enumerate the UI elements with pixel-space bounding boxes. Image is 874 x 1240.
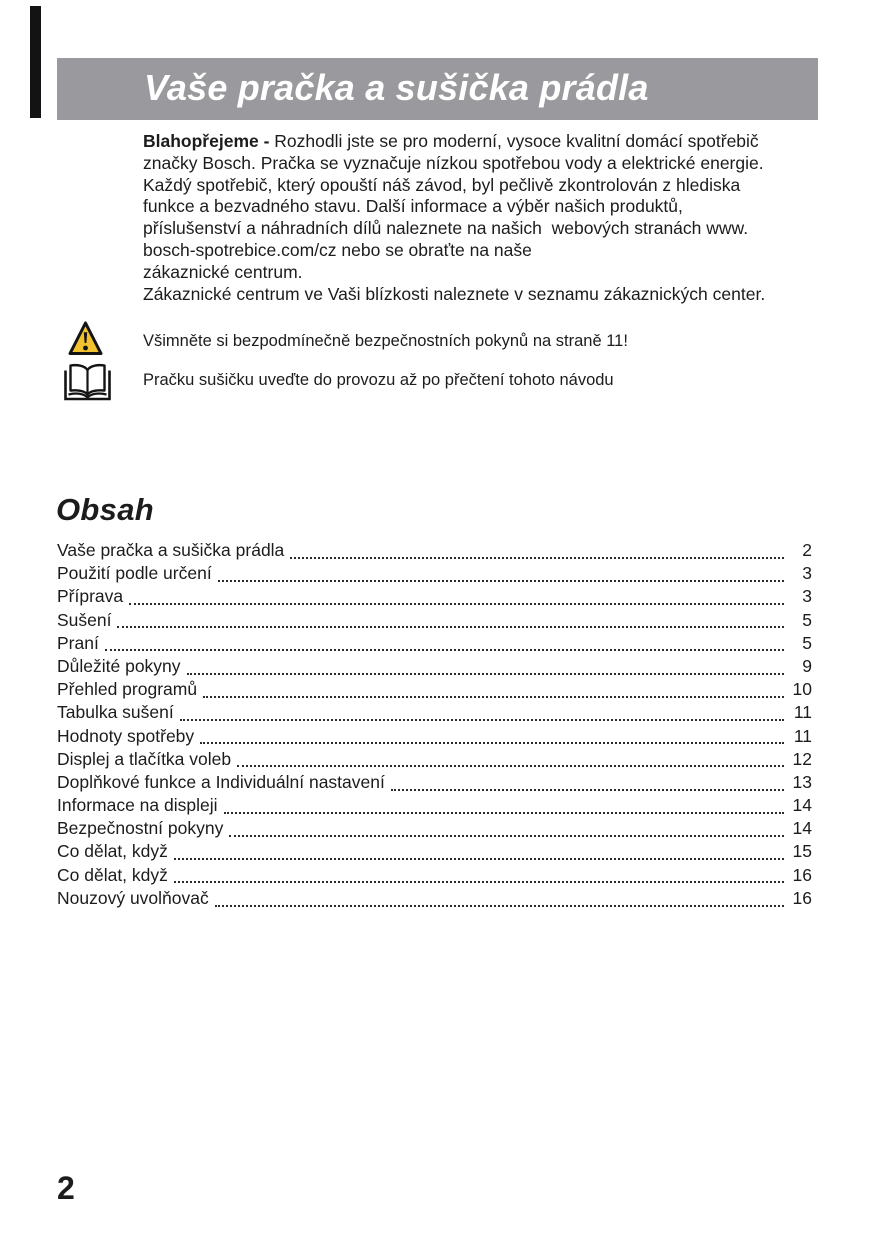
toc-entry-page: 2	[802, 540, 812, 560]
toc-entry-page: 14	[792, 818, 812, 839]
warning-triangle-icon	[68, 320, 103, 362]
toc-entry-page: 5	[802, 609, 812, 630]
toc-entry-label: Důležité pokyny	[57, 655, 181, 676]
toc-leader-dots	[105, 649, 784, 651]
toc-heading: Obsah	[56, 492, 154, 527]
title-banner	[57, 58, 818, 120]
toc-entry-page: 15	[792, 841, 812, 862]
toc-entry-label: Vaše pračka a sušička prádla	[57, 540, 285, 560]
toc-leader-dots	[290, 557, 784, 559]
toc-leader-dots	[237, 765, 784, 767]
toc-entry	[57, 888, 812, 911]
toc-entry	[57, 679, 812, 702]
toc-entry-page: 3	[802, 586, 812, 607]
intro-line: bosch-spotrebice.com/cz nebo se obraťte na naše	[143, 239, 532, 260]
toc-leader-dots	[180, 719, 784, 721]
intro-line: příslušenství a náhradních dílů naleznete na našich webových stranách www.	[143, 218, 749, 239]
toc-entry-page: 11	[793, 702, 812, 723]
toc-leader-dots	[200, 742, 784, 744]
toc-entry-page: 16	[792, 887, 812, 908]
toc-entry-page: 14	[792, 795, 812, 816]
toc-entry-label: Co dělat, když	[57, 864, 168, 885]
toc-entry	[57, 563, 812, 586]
toc-entry	[57, 818, 812, 841]
toc-leader-dots	[117, 626, 784, 628]
toc-entry-page: 9	[802, 655, 812, 676]
toc-entry-page: 12	[792, 748, 812, 769]
toc-entry-page: 10	[792, 679, 812, 700]
toc-entry	[57, 540, 812, 563]
toc-entry-label: Hodnoty spotřeby	[57, 725, 195, 746]
toc-leader-dots	[174, 858, 784, 860]
intro-line: Zákaznické centrum ve Vaši blízkosti naleznete v seznamu zákaznických center.	[143, 283, 766, 304]
toc-leader-dots	[229, 835, 784, 837]
scan-artifact-bar	[30, 6, 41, 118]
page-title: Vaše pračka a sušička prádla	[144, 67, 649, 108]
toc-leader-dots	[391, 789, 784, 791]
toc-entry-label: Použití podle určení	[57, 563, 212, 584]
toc-leader-dots	[218, 580, 784, 582]
toc-entry	[57, 772, 812, 795]
toc-entry-page: 13	[792, 771, 812, 792]
toc-leader-dots	[224, 812, 785, 814]
toc-entry-page: 5	[802, 632, 812, 653]
toc-entry	[57, 702, 812, 725]
safety-notice-text: Všimněte si bezpodmínečně bezpečnostních pokynů na straně 11!	[143, 332, 628, 350]
toc-entry-page: 16	[792, 864, 812, 885]
toc-entry-label: Informace na displeji	[57, 795, 218, 816]
toc-entry-label: Doplňkové funkce a Individuální nastavení	[57, 771, 385, 792]
intro-line: zákaznické centrum.	[143, 261, 303, 282]
toc-entry	[57, 610, 812, 633]
toc-entry	[57, 749, 812, 772]
toc-leader-dots	[215, 905, 784, 907]
toc-leader-dots	[174, 881, 784, 883]
intro-line: Každý spotřebič, který opouští náš závod, byl pečlivě zkontrolován z hlediska	[143, 174, 741, 195]
toc-entry	[57, 726, 812, 749]
toc-entry-label: Co dělat, když	[57, 841, 168, 862]
toc-entry-label: Nouzový uvolňovač	[57, 887, 209, 908]
toc-leader-dots	[187, 673, 784, 675]
toc-entry-label: Displej a tlačítka voleb	[57, 748, 232, 769]
toc-entry-label: Sušení	[57, 609, 112, 630]
toc-leader-dots	[203, 696, 784, 698]
toc-entry-label: Příprava	[57, 586, 124, 607]
toc-entry-label: Praní	[57, 632, 99, 653]
manual-notice-text: Pračku sušičku uveďte do provozu až po přečtení tohoto návodu	[143, 371, 614, 389]
toc-entry	[57, 586, 812, 609]
intro-line	[143, 131, 833, 153]
toc-entry	[57, 656, 812, 679]
toc-entry	[57, 865, 812, 888]
intro-lead-bold: Blahopřejeme -	[143, 131, 275, 151]
intro-line: funkce a bezvadného stavu. Další informace a výběr našich produktů,	[143, 196, 683, 217]
page-number: 2	[57, 1170, 75, 1206]
table-of-contents	[57, 540, 812, 911]
toc-leader-dots	[129, 603, 784, 605]
toc-entry	[57, 633, 812, 656]
toc-entry	[57, 795, 812, 818]
toc-entry	[57, 841, 812, 864]
toc-entry-page: 3	[802, 563, 812, 584]
toc-entry-label: Přehled programů	[57, 679, 198, 700]
intro-line: značky Bosch. Pračka se vyznačuje nízkou spotřebou vody a elektrické energie.	[143, 152, 764, 173]
intro-line-text: Rozhodli jste se pro moderní, vysoce kvalitní domácí spotřebič	[274, 131, 759, 151]
toc-entry-label: Bezpečnostní pokyny	[57, 818, 224, 839]
intro-paragraph	[143, 131, 833, 305]
toc-entry-label: Tabulka sušení	[57, 702, 174, 723]
toc-entry-page: 11	[793, 725, 812, 746]
open-book-icon	[62, 361, 113, 408]
